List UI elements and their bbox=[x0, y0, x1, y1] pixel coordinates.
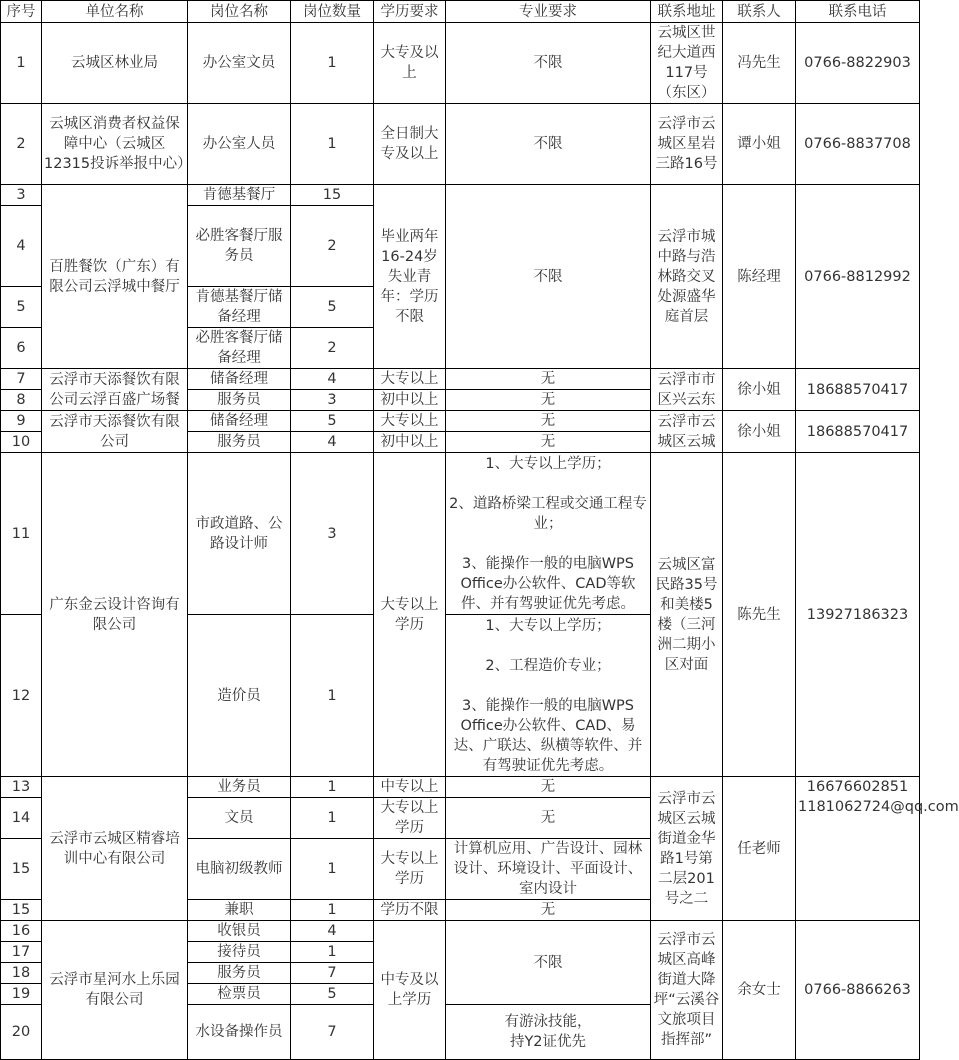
cell-no: 19 bbox=[1, 984, 42, 1005]
cell-edu: 毕业两年16-24岁失业青年：学历不限 bbox=[374, 185, 446, 369]
cell-post: 办公室文员 bbox=[188, 23, 291, 104]
cell-no: 11 bbox=[1, 453, 42, 615]
cell-edu: 初中以上 bbox=[374, 432, 446, 453]
cell-no: 4 bbox=[1, 206, 42, 287]
cell-edu: 大专以上学历 bbox=[374, 798, 446, 839]
cell-edu: 初中以上 bbox=[374, 390, 446, 411]
table-row bbox=[1, 453, 920, 615]
cell-major: 不限 bbox=[446, 104, 651, 185]
cell-count: 4 bbox=[291, 432, 374, 453]
cell-post: 服务员 bbox=[188, 390, 291, 411]
cell-major: 有游泳技能， 持Y2证优先 bbox=[446, 1005, 651, 1060]
cell-count: 15 bbox=[291, 185, 374, 206]
cell-count: 2 bbox=[291, 206, 374, 287]
cell-major: 计算机应用、广告设计、园林设计、环境设计、平面设计、室内设计 bbox=[446, 839, 651, 900]
cell-post: 造价员 bbox=[188, 615, 291, 777]
cell-major: 不限 bbox=[446, 23, 651, 104]
cell-phone: 13927186323 bbox=[796, 453, 920, 777]
cell-edu: 中专以上 bbox=[374, 777, 446, 798]
cell-post: 储备经理 bbox=[188, 369, 291, 390]
cell-count: 3 bbox=[291, 453, 374, 615]
cell-post: 服务员 bbox=[188, 432, 291, 453]
cell-no: 18 bbox=[1, 963, 42, 984]
cell-unit: 云浮市星河水上乐园有限公司 bbox=[42, 921, 188, 1060]
cell-edu: 大专以上学历 bbox=[374, 453, 446, 777]
cell-major: 无 bbox=[446, 390, 651, 411]
cell-edu: 学历不限 bbox=[374, 900, 446, 921]
cell-address: 云浮市云城区星岩三路16号 bbox=[651, 104, 723, 185]
cell-no: 15 bbox=[1, 839, 42, 900]
table-row bbox=[1, 104, 920, 185]
cell-no: 10 bbox=[1, 432, 42, 453]
cell-count: 1 bbox=[291, 798, 374, 839]
cell-contact: 陈先生 bbox=[723, 453, 796, 777]
cell-address: 云浮市云城区云城街道金华路1号第二层201号之二 bbox=[651, 777, 723, 921]
cell-no: 20 bbox=[1, 1005, 42, 1060]
cell-count: 1 bbox=[291, 104, 374, 185]
cell-major: 无 bbox=[446, 369, 651, 390]
cell-unit: 云浮市天添餐饮有限公司 bbox=[42, 411, 188, 453]
cell-address: 云浮市云城区云城 bbox=[651, 411, 723, 453]
header-unit: 单位名称 bbox=[42, 1, 188, 23]
cell-unit: 云浮市云城区精睿培训中心有限公司 bbox=[42, 777, 188, 921]
cell-edu: 大专以上学历 bbox=[374, 839, 446, 900]
cell-major: 无 bbox=[446, 900, 651, 921]
cell-post: 肯德基餐厅储备经理 bbox=[188, 287, 291, 328]
cell-count: 1 bbox=[291, 777, 374, 798]
cell-count: 4 bbox=[291, 921, 374, 942]
cell-unit: 云城区林业局 bbox=[42, 23, 188, 104]
cell-no: 6 bbox=[1, 328, 42, 369]
cell-post: 肯德基餐厅 bbox=[188, 185, 291, 206]
cell-post: 接待员 bbox=[188, 942, 291, 963]
cell-post: 检票员 bbox=[188, 984, 291, 1005]
cell-count: 1 bbox=[291, 615, 374, 777]
cell-post: 电脑初级教师 bbox=[188, 839, 291, 900]
cell-address: 云城区富民路35号和美楼5楼（三河洲二期小区对面 bbox=[651, 453, 723, 777]
header-no: 序号 bbox=[1, 1, 42, 23]
cell-no: 8 bbox=[1, 390, 42, 411]
cell-address: 云浮市云城区高峰街道大降坪“云溪谷文旅项目指挥部” bbox=[651, 921, 723, 1060]
cell-phone: 18688570417 bbox=[796, 411, 920, 453]
cell-phone: 18688570417 bbox=[796, 369, 920, 411]
cell-no: 2 bbox=[1, 104, 42, 185]
table-row bbox=[1, 777, 920, 798]
cell-count: 1 bbox=[291, 900, 374, 921]
cell-count: 5 bbox=[291, 411, 374, 432]
cell-no: 12 bbox=[1, 615, 42, 777]
cell-post: 必胜客餐厅服务员 bbox=[188, 206, 291, 287]
cell-major: 1、大专以上学历； 2、工程造价专业； 3、能操作一般的电脑WPS Office办公软件、CAD、易达、广联达、纵横等软件、并有驾驶证优先考虑。 bbox=[446, 615, 651, 777]
cell-count: 4 bbox=[291, 369, 374, 390]
cell-no: 13 bbox=[1, 777, 42, 798]
cell-unit: 广东金云设计咨询有限公司 bbox=[42, 453, 188, 777]
cell-contact: 任老师 bbox=[723, 777, 796, 921]
cell-edu: 中专及以上学历 bbox=[374, 921, 446, 1060]
cell-post: 业务员 bbox=[188, 777, 291, 798]
header-major: 专业要求 bbox=[446, 1, 651, 23]
cell-contact: 陈经理 bbox=[723, 185, 796, 369]
cell-count: 7 bbox=[291, 963, 374, 984]
cell-post: 办公室人员 bbox=[188, 104, 291, 185]
cell-major: 无 bbox=[446, 411, 651, 432]
cell-count: 3 bbox=[291, 390, 374, 411]
cell-post: 市政道路、公路设计师 bbox=[188, 453, 291, 615]
cell-post: 文员 bbox=[188, 798, 291, 839]
cell-no: 3 bbox=[1, 185, 42, 206]
cell-unit: 云城区消费者权益保障中心（云城区12315投诉举报中心） bbox=[42, 104, 188, 185]
cell-no: 16 bbox=[1, 921, 42, 942]
cell-phone: 0766-8822903 bbox=[796, 23, 920, 104]
cell-phone: 16676602851 1181062724@qq.com bbox=[796, 777, 920, 921]
table-row bbox=[1, 23, 920, 104]
table-row bbox=[1, 185, 920, 206]
cell-unit: 百胜餐饮（广东）有限公司云浮城中餐厅 bbox=[42, 185, 188, 369]
cell-unit: 云浮市天添餐饮有限公司云浮百盛广场餐 bbox=[42, 369, 188, 411]
cell-contact: 徐小姐 bbox=[723, 411, 796, 453]
cell-major: 不限 bbox=[446, 921, 651, 1005]
cell-contact: 徐小姐 bbox=[723, 369, 796, 411]
cell-edu: 大专以上 bbox=[374, 369, 446, 390]
header-address: 联系地址 bbox=[651, 1, 723, 23]
cell-post: 兼职 bbox=[188, 900, 291, 921]
cell-phone: 0766-8812992 bbox=[796, 185, 920, 369]
cell-count: 5 bbox=[291, 287, 374, 328]
cell-post: 服务员 bbox=[188, 963, 291, 984]
cell-major: 无 bbox=[446, 432, 651, 453]
header-contact: 联系人 bbox=[723, 1, 796, 23]
cell-contact: 谭小姐 bbox=[723, 104, 796, 185]
cell-major: 无 bbox=[446, 777, 651, 798]
header-edu: 学历要求 bbox=[374, 1, 446, 23]
cell-post: 必胜客餐厅储备经理 bbox=[188, 328, 291, 369]
cell-no: 5 bbox=[1, 287, 42, 328]
cell-contact: 余女士 bbox=[723, 921, 796, 1060]
cell-no: 9 bbox=[1, 411, 42, 432]
cell-edu: 全日制大专及以上 bbox=[374, 104, 446, 185]
cell-count: 1 bbox=[291, 839, 374, 900]
table-row bbox=[1, 411, 920, 432]
header-count: 岗位数量 bbox=[291, 1, 374, 23]
cell-edu: 大专及以上 bbox=[374, 23, 446, 104]
cell-address: 云浮市市区兴云东 bbox=[651, 369, 723, 411]
header-post: 岗位名称 bbox=[188, 1, 291, 23]
cell-no: 17 bbox=[1, 942, 42, 963]
header-phone: 联系电话 bbox=[796, 1, 920, 23]
cell-no: 15 bbox=[1, 900, 42, 921]
cell-address: 云城区世纪大道西117号（东区） bbox=[651, 23, 723, 104]
cell-no: 14 bbox=[1, 798, 42, 839]
cell-major: 不限 bbox=[446, 185, 651, 369]
cell-post: 储备经理 bbox=[188, 411, 291, 432]
cell-post: 收银员 bbox=[188, 921, 291, 942]
cell-count: 1 bbox=[291, 23, 374, 104]
cell-no: 1 bbox=[1, 23, 42, 104]
cell-count: 1 bbox=[291, 942, 374, 963]
cell-contact: 冯先生 bbox=[723, 23, 796, 104]
cell-phone: 0766-8866263 bbox=[796, 921, 920, 1060]
cell-phone: 0766-8837708 bbox=[796, 104, 920, 185]
cell-edu: 大专以上 bbox=[374, 411, 446, 432]
cell-count: 7 bbox=[291, 1005, 374, 1060]
cell-major: 无 bbox=[446, 798, 651, 839]
cell-count: 2 bbox=[291, 328, 374, 369]
cell-address: 云浮市城中路与浩林路交叉处源盛华庭首层 bbox=[651, 185, 723, 369]
cell-post: 水设备操作员 bbox=[188, 1005, 291, 1060]
header-row bbox=[1, 1, 920, 23]
table-row bbox=[1, 921, 920, 942]
cell-major: 1、大专以上学历； 2、道路桥梁工程或交通工程专业； 3、能操作一般的电脑WPS Office办公软件、CAD等软件、并有驾驶证优先考虑。 bbox=[446, 453, 651, 615]
table-row bbox=[1, 369, 920, 390]
cell-count: 5 bbox=[291, 984, 374, 1005]
cell-no: 7 bbox=[1, 369, 42, 390]
